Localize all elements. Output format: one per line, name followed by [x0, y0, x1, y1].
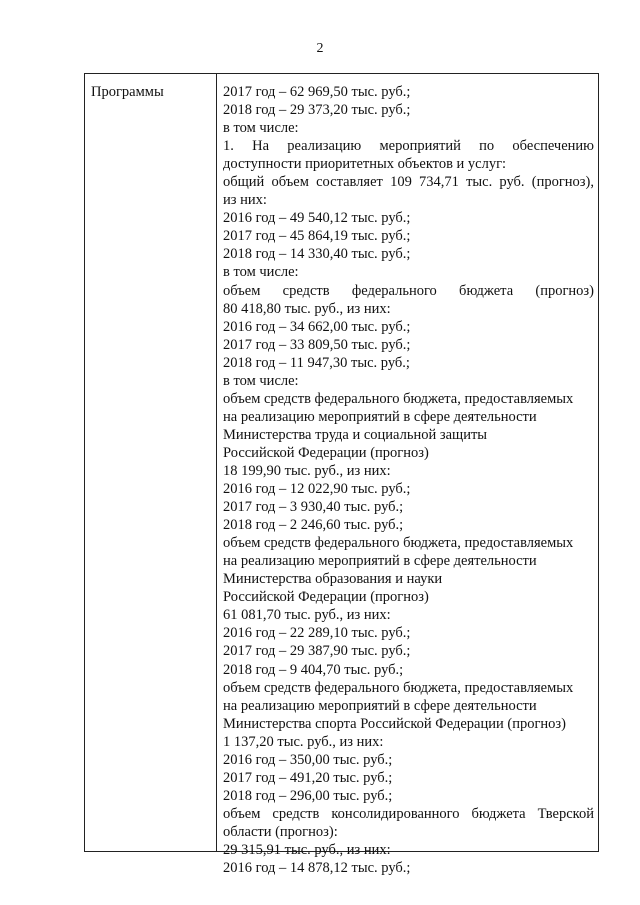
content-line: в том числе:	[223, 372, 299, 389]
section-content	[217, 74, 598, 877]
content-line: в том числе:	[223, 120, 299, 137]
content-line: Министерства труда и социальной защиты	[223, 426, 488, 443]
content-line: 2018 год – 11 947,30 тыс. руб.;	[223, 354, 410, 371]
page-number: 2	[316, 41, 324, 56]
content-line: объем средств федерального бюджета (прогноз)	[223, 282, 594, 299]
content-line: 18 199,90 тыс. руб., из них:	[223, 462, 391, 479]
content-line: 2016 год – 34 662,00 тыс. руб.;	[223, 318, 411, 335]
content-line: области (прогноз):	[223, 823, 338, 840]
content-line: 29 315,91 тыс. руб., из них:	[223, 841, 391, 858]
program-table	[84, 73, 599, 877]
content-line: общий объем составляет 109 734,71 тыс. руб. (прогноз),	[223, 174, 594, 191]
section-label: Программы	[85, 74, 217, 851]
content-line: 2016 год – 22 289,10 тыс. руб.;	[223, 625, 411, 642]
content-line: Российской Федерации (прогноз)	[223, 589, 429, 606]
content-line: 1. На реализацию мероприятий по обеспечению	[223, 138, 594, 155]
content-line: объем средств федерального бюджета, предоставляемых	[223, 535, 574, 552]
content-line: 80 418,80 тыс. руб., из них:	[223, 300, 391, 317]
content-line: 2018 год – 9 404,70 тыс. руб.;	[223, 661, 404, 678]
content-line: 2017 год – 3 930,40 тыс. руб.;	[223, 499, 404, 516]
content-line: 1 137,20 тыс. руб., из них:	[223, 733, 384, 750]
content-line: объем средств консолидированного бюджета Тверской	[223, 805, 594, 822]
content-line: Министерства спорта Российской Федерации (прогноз)	[223, 715, 566, 732]
content-line: на реализацию мероприятий в сфере деятельности	[223, 697, 537, 714]
content-line: 2018 год – 2 246,60 тыс. руб.;	[223, 517, 404, 534]
content-line: 2016 год – 12 022,90 тыс. руб.;	[223, 481, 411, 498]
content-line: 2017 год – 491,20 тыс. руб.;	[223, 769, 393, 786]
content-line: 2017 год – 29 387,90 тыс. руб.;	[223, 643, 411, 660]
content-line: объем средств федерального бюджета, предоставляемых	[223, 679, 574, 696]
content-line: 2018 год – 14 330,40 тыс. руб.;	[223, 246, 411, 263]
content-line: в том числе:	[223, 264, 299, 281]
content-line: Российской Федерации (прогноз)	[223, 444, 429, 461]
content-line: доступности приоритетных объектов и услуг:	[223, 156, 507, 173]
content-line: 2016 год – 350,00 тыс. руб.;	[223, 751, 393, 768]
content-line: на реализацию мероприятий в сфере деятельности	[223, 553, 537, 570]
content-line: на реализацию мероприятий в сфере деятельности	[223, 408, 537, 425]
content-line: 2018 год – 296,00 тыс. руб.;	[223, 787, 393, 804]
content-line: 2017 год – 45 864,19 тыс. руб.;	[223, 228, 411, 245]
content-line: 61 081,70 тыс. руб., из них:	[223, 607, 391, 624]
content-line: из них:	[223, 192, 267, 209]
content-line: объем средств федерального бюджета, предоставляемых	[223, 390, 574, 407]
content-line: 2016 год – 14 878,12 тыс. руб.;	[223, 860, 411, 877]
content-line: 2017 год – 62 969,50 тыс. руб.;	[223, 84, 411, 100]
content-line: 2017 год – 33 809,50 тыс. руб.;	[223, 336, 411, 353]
content-line: 2018 год – 29 373,20 тыс. руб.;	[223, 102, 411, 119]
content-line: 2016 год – 49 540,12 тыс. руб.;	[223, 210, 411, 227]
content-line: Министерства образования и науки	[223, 571, 443, 588]
